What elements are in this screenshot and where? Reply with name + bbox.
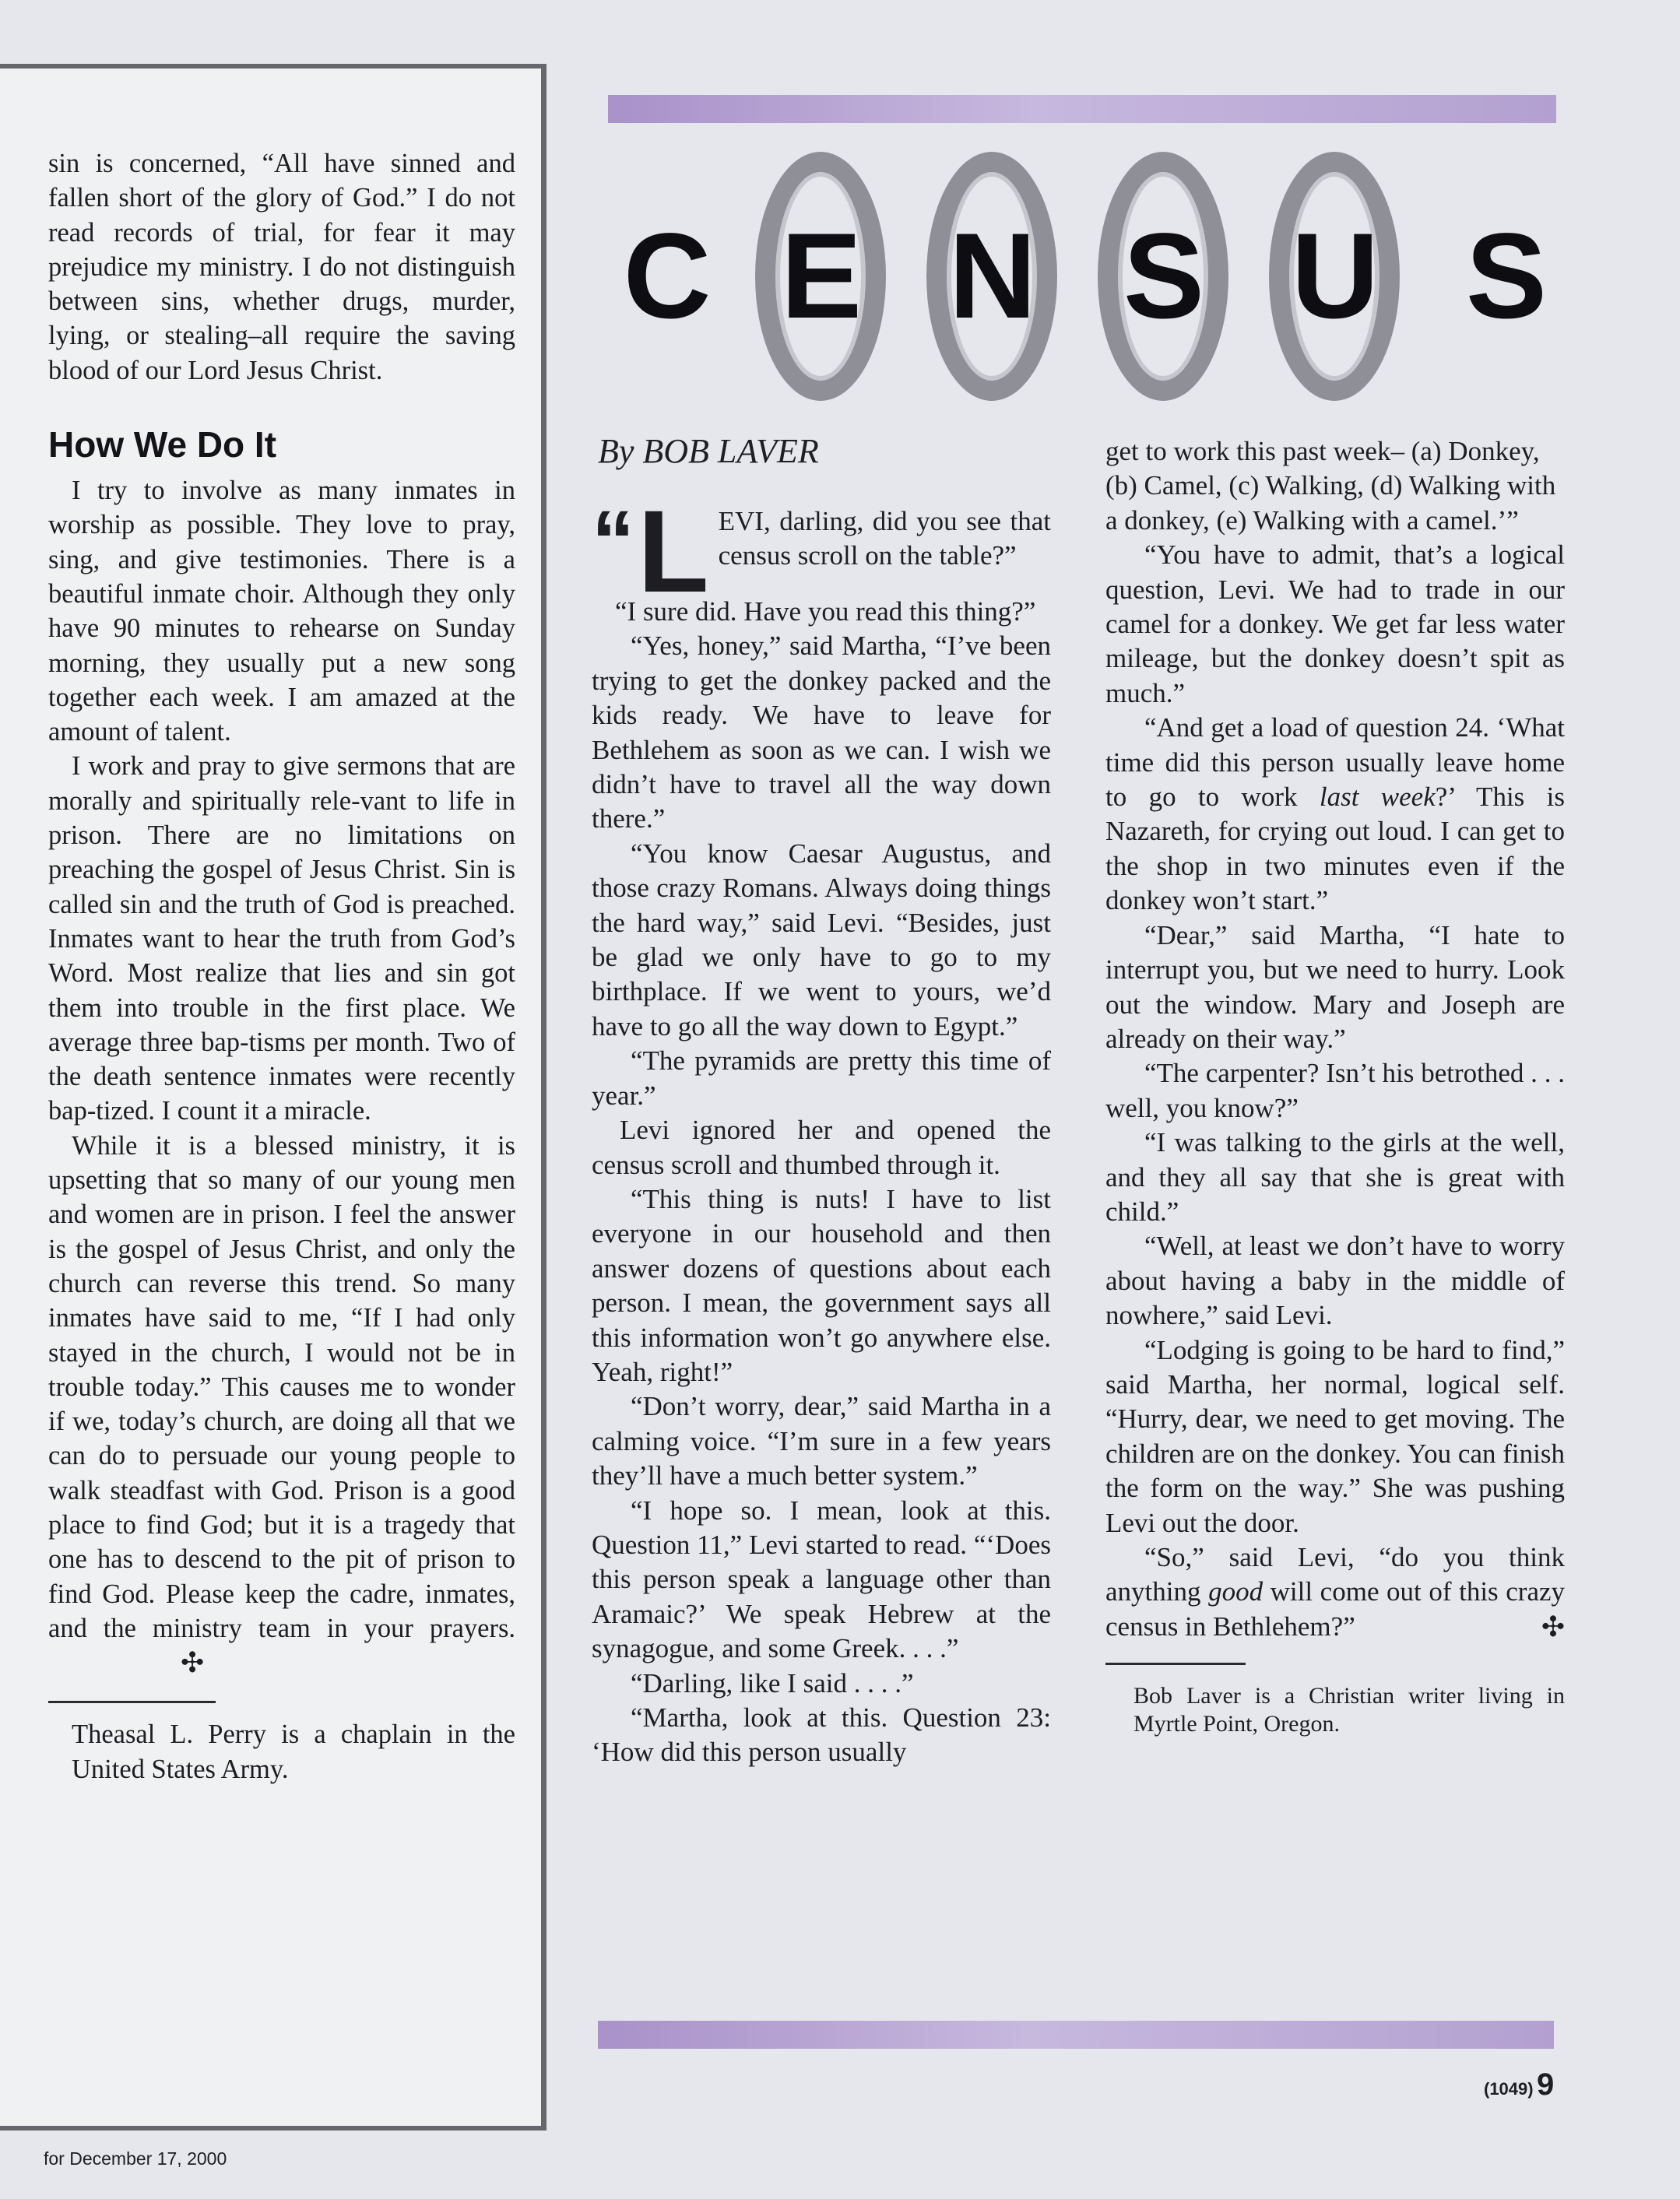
- sidebar-paragraph: [48, 1129, 515, 1681]
- sidebar-paragraph-text: While it is a blessed ministry, it is upsetting that so many of our young men and women are in prison. I feel the answer is the gospel of Jesus Christ, and only the church can reverse this trend. So many inmates have said to me, “If I had only stayed in the church, I would not be in trouble today.” This causes me to wonder if we, today’s church, are doing all that we can do to persuade our young people to walk steadfast with God. Prison is a good place to find God; but it is a tragedy that one has to descend to the pit of prison to find God. Please keep the cadre, inmates, and the ministry team in your prayers.: [48, 1130, 515, 1643]
- end-ornament-icon: ✣: [1541, 1611, 1565, 1642]
- title-letter: E: [780, 209, 863, 344]
- article-paragraph: Levi ignored her and opened the census scroll and thumbed through it.: [592, 1115, 1051, 1180]
- section-heading: How We Do It: [48, 424, 277, 465]
- author-bio: Bob Laver is a Christian writer living in Myrtle Point, Oregon.: [1133, 1683, 1565, 1737]
- article-paragraph: get to work this past week– (a) Donkey, (b) Camel, (c) Walking, (d) Walking with a donkey, (e) Walking with a camel.’”: [1105, 436, 1556, 536]
- emphasis-text: last week: [1319, 782, 1436, 813]
- article-paragraph: [1105, 711, 1565, 918]
- title-letter: C: [623, 209, 712, 344]
- article-paragraph-text: EVI, darling, did you see that census scroll on the table?”: [718, 506, 1051, 571]
- sidebar-paragraph: sin is concerned, “All have sinned and fallen short of the glory of God.” I do not read records of trial, for fear it may prejudice my ministry. I do not distinguish between sins, whether drugs, murder, lying, or stealing–all require the saving blood of our Lord Jesus Christ.: [48, 149, 515, 385]
- sidebar-box: [0, 64, 547, 2169]
- article-paragraph: “Lodging is going to be hard to find,” said Martha, her normal, logical self. “Hurry, dear, we need to get moving. The children are on the donkey. You can finish the form on the way.” She was pushing Levi out the door.: [1105, 1334, 1565, 1538]
- article-paragraph: “The pyramids are pretty this time of year.”: [592, 1045, 1051, 1111]
- dropcap-letter: L: [638, 486, 709, 616]
- title-letter: N: [948, 209, 1037, 344]
- article-title: [599, 152, 1604, 409]
- article-paragraph: “You know Caesar Augustus, and those crazy Romans. Always doing things the hard way,” said Levi. “Besides, just be glad we only have to go to my birthplace. If we went to yours, we’d have to go all the way down to Egypt.”: [592, 838, 1051, 1042]
- bottom-decorative-bar: [598, 2021, 1554, 2049]
- dropcap-quote: “: [592, 494, 634, 589]
- page-code: (1049): [1484, 2079, 1534, 2099]
- title-letter: S: [1123, 209, 1205, 344]
- article-paragraph: “I sure did. Have you read this thing?”: [615, 596, 1036, 627]
- issue-date-footer: for December 17, 2000: [44, 2148, 227, 2169]
- article-paragraph-text: “And get a load of question 24. ‘What time did this person usually leave home to go to work: [1105, 712, 1565, 813]
- top-decorative-bar: [608, 95, 1556, 123]
- sidebar-text: [48, 146, 515, 1786]
- bio-divider: [1105, 1663, 1246, 1665]
- bio-divider: [48, 1701, 216, 1703]
- article-paragraph: “I was talking to the girls at the well, and they all say that she is great with child.”: [1105, 1127, 1565, 1227]
- title-letter: S: [1465, 209, 1548, 344]
- article-paragraph: “Don’t worry, dear,” said Martha in a calming voice. “I’m sure in a few years they’ll have a much better system.”: [592, 1391, 1051, 1491]
- article-paragraph: “Well, at least we don’t have to worry about having a baby in the middle of nowhere,” said Levi.: [1105, 1231, 1565, 1331]
- byline: By BOB LAVER: [598, 432, 819, 470]
- article-column-middle: [592, 486, 1051, 1770]
- article-paragraph: “This thing is nuts! I have to list everyone in our household and then answer dozens of questions about each person. I mean, the government says all this information won’t go anywhere else. Yeah, right!”: [592, 1183, 1051, 1387]
- article-paragraph: “The carpenter? Isn’t his betrothed . . . well, you know?”: [1105, 1058, 1565, 1123]
- article-column-right: [1105, 434, 1565, 1738]
- article-paragraph: “Dear,” said Martha, “I hate to interrupt you, but we need to hurry. Look out the window. Mary and Joseph are already on their way.”: [1105, 919, 1565, 1054]
- article-paragraph: “Martha, look at this. Question 23: ‘How did this person usually: [592, 1702, 1051, 1768]
- article-paragraph: “Darling, like I said . . . .”: [631, 1667, 914, 1698]
- sidebar-paragraph: I work and pray to give sermons that are morally and spiritually rele-vant to life in prison. There are no limitations on preaching the gospel of Jesus Christ. Sin is called sin and the truth of God is preached. Inmates want to hear the truth from God’s Word. Most realize that lies and sin got them into trouble in the first place. We average three bap-tisms per month. Two of the death sentence inmates were recently bap-tized. I count it a miracle.: [48, 751, 515, 1126]
- emphasis-text: good: [1208, 1576, 1264, 1607]
- end-ornament-icon: ✣: [181, 1647, 205, 1679]
- page-number-value: 9: [1537, 2067, 1555, 2102]
- article-paragraph-text: ?’ This is Nazareth, for crying out loud. I can get to the shop in two minutes even if the donkey won’t start.”: [1105, 782, 1565, 916]
- article-paragraph: “I hope so. I mean, look at this. Question 11,” Levi started to read. “‘Does this person speak a language other than Aramaic?’ We speak Hebrew at the synagogue, and some Greek. . . .”: [592, 1495, 1051, 1664]
- article-paragraph: “Yes, honey,” said Martha, “I’ve been trying to get the donkey packed and the kids ready. We have to leave for Bethlehem as soon as we can. I wish we didn’t have to travel all the way down there.”: [592, 631, 1051, 834]
- article-paragraph-text: will come out of this crazy census in Bethlehem?”: [1105, 1576, 1566, 1642]
- title-letter: U: [1291, 209, 1379, 344]
- article-paragraph: “You have to admit, that’s a logical question, Levi. We had to trade in our camel for a donkey. We get far less water mileage, but the donkey doesn’t spit as much.”: [1105, 539, 1565, 708]
- article-paragraph: [1105, 1540, 1565, 1644]
- page-number: [1484, 2067, 1554, 2102]
- article-paragraph-text: “So,” said Levi, “do you think anything: [1105, 1542, 1565, 1607]
- author-bio: Theasal L. Perry is a chaplain in the United States Army.: [72, 1720, 515, 1784]
- sidebar-paragraph: I try to involve as many inmates in worship as possible. They love to pray, sing, and give testimonies. There is a beautiful inmate choir. Although they only have 90 minutes to rehearse on Sunday morning, they usually put a new song together each week. I am amazed at the amount of talent.: [48, 476, 515, 747]
